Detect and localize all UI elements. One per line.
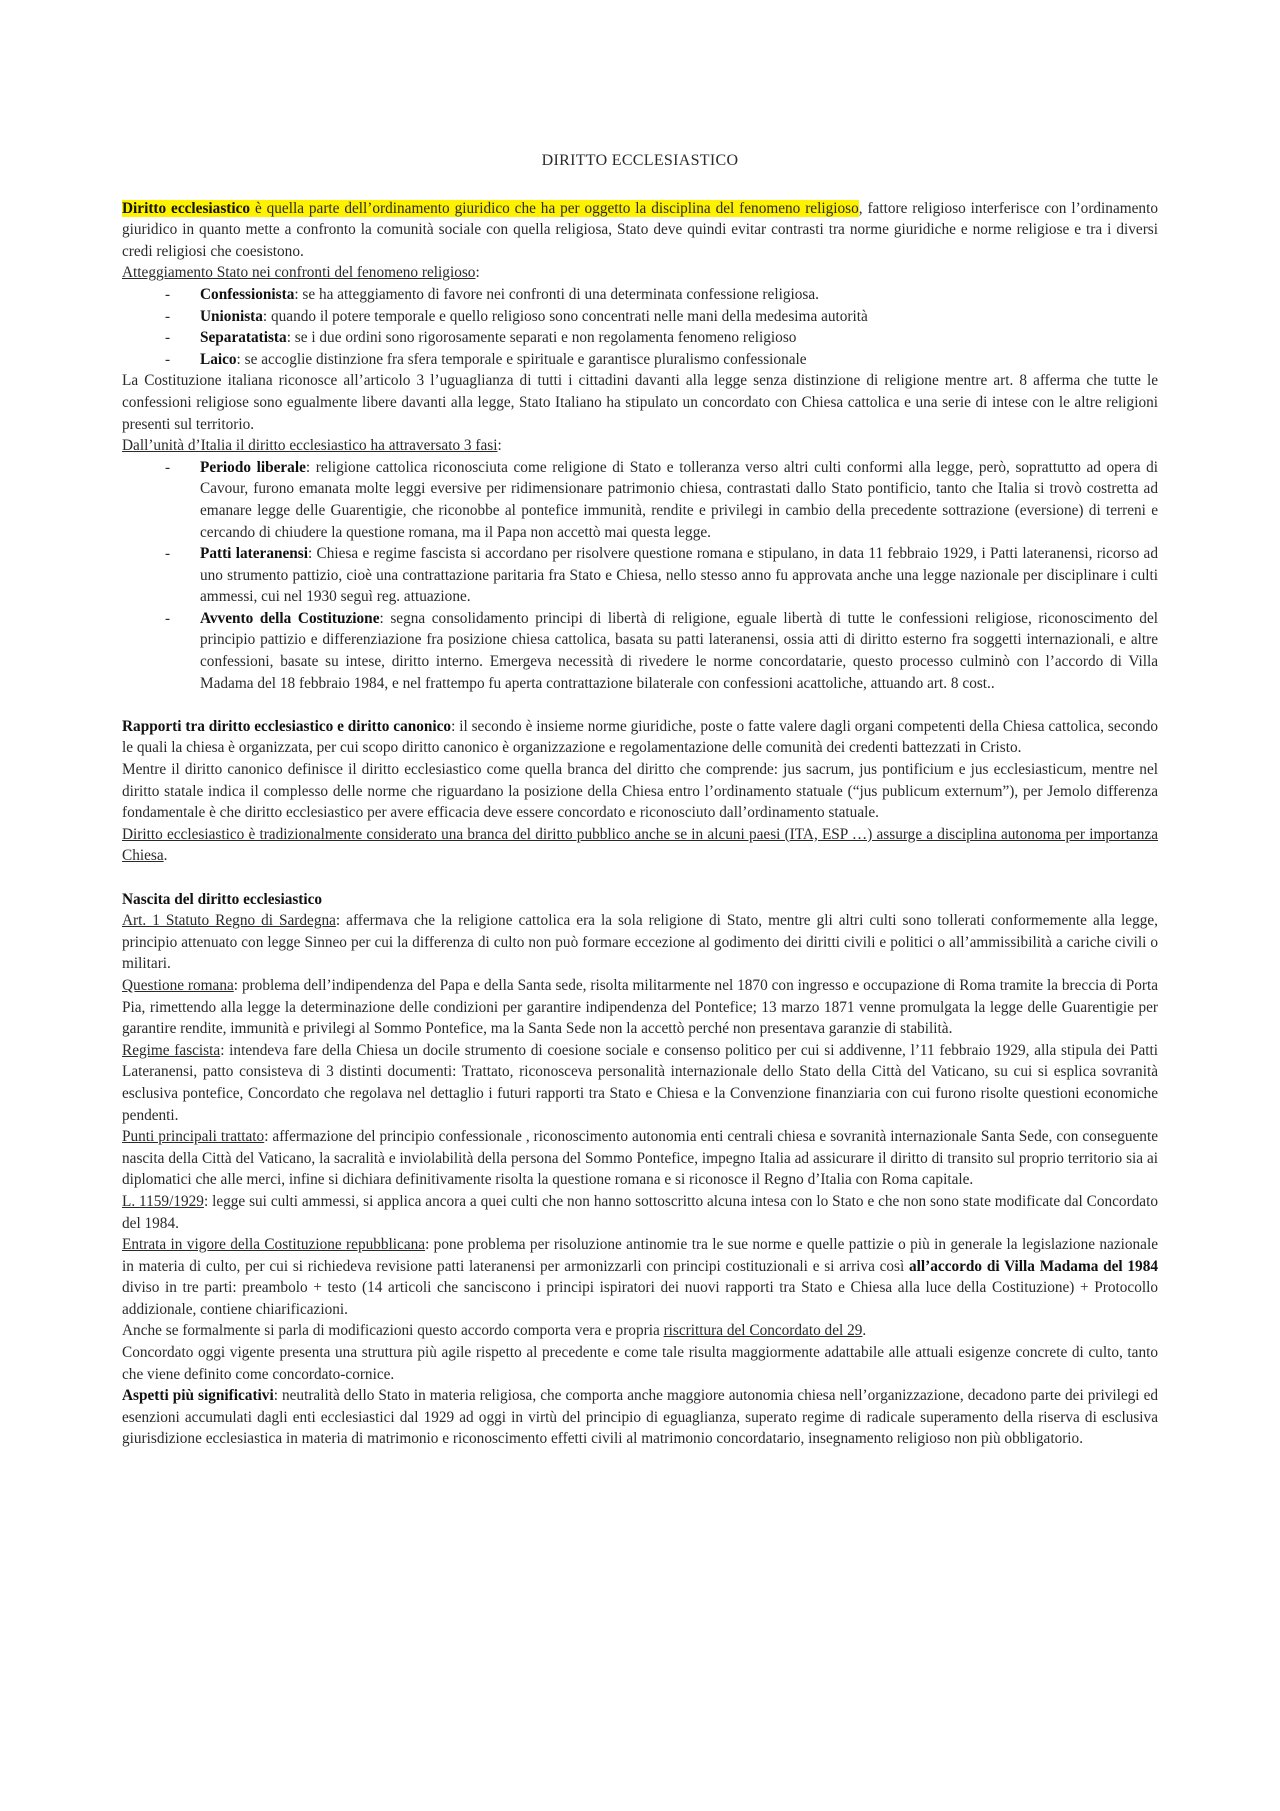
list-item: [122, 349, 1158, 371]
list-item: [122, 543, 1158, 608]
page-title: DIRITTO ECCLESIASTICO: [541, 152, 739, 169]
list-item-term: Confessionista: [200, 285, 295, 303]
constitution-entry-paragraph: [122, 1234, 1158, 1320]
intro-paragraph: [122, 198, 1158, 263]
statute-paragraph: [122, 910, 1158, 975]
phases-heading: Dall’unità d’Italia il diritto ecclesiastico ha attraversato 3 fasi: [122, 437, 498, 455]
list-item-text: : se accoglie distinzione fra sfera temporale e spirituale e garantisce pluralismo confessionale: [236, 350, 807, 368]
list-item: [122, 306, 1158, 328]
law-text: : legge sui culti ammessi, si applica ancora a quei culti che non hanno sottoscritto alcuna intesa con lo Stato e che non sono state modificate dal Concordato del 1984.: [122, 1192, 1158, 1232]
fascist-label: Regime fascista: [122, 1041, 221, 1059]
list-item: [122, 608, 1158, 694]
relations-paragraph-2: Mentre il diritto canonico definisce il diritto ecclesiastico come quella branca del diritto che comprende: jus sacrum, jus pontificium e jus ecclesiasticum, mentre nel diritto statale indica il complesso delle norme che riguardano la posizione della Chiesa entro l’ordinamento statuale (“jus publicum externum”), per Jemolo differenza fondamentale è che diritto ecclesiastico per avere efficacia deve essere concordato e riconosciuto dall’ordinamento statuale.: [122, 761, 1158, 822]
phases-heading-line: [122, 435, 1158, 457]
list-item-term: Periodo liberale: [200, 458, 306, 476]
relations-text: : il secondo è insieme norme giuridiche, poste o fatte valere dagli organi competenti della Chiesa cattolica, secondo le quali la chiesa è organizzata, per cui scopo diritto canonico è organizzazione e regolamentazione delle comunità dei credenti battezzati in Cristo.: [122, 717, 1158, 757]
rewrite-underlined: riscrittura del Concordato del 29: [663, 1322, 863, 1340]
constitution-paragraph: La Costituzione italiana riconosce all’articolo 3 l’uguaglianza di tutti i cittadini davanti alla legge senza distinzione di religione mentre art. 8 afferma che tutte le confessioni religiose sono egualmente libere davanti alla legge, Stato Italiano ha stipulato un concordato con Chiesa cattolica e una serie di intese con le altre religioni presenti sul territorio.: [122, 372, 1158, 433]
attitudes-colon: :: [475, 264, 480, 282]
law-paragraph: [122, 1191, 1158, 1234]
dash-bullet: -: [165, 609, 171, 627]
relations-underlined: Diritto ecclesiastico è tradizionalmente considerato una branca del diritto pubblico anche se in alcuni paesi (ITA, ESP …) assurge a disciplina autonoma per importanza Chiesa: [122, 825, 1158, 865]
spacer: [122, 867, 1158, 889]
constitution-text-b: diviso in tre parti: preambolo + testo (14 articoli che sanciscono i principi ispiratori dei nuovi rapporti tra Stato e Chiesa alla luce della Costituzione) + Protocollo addizionale, contiene chiarificazioni.: [122, 1279, 1158, 1318]
list-item-term: Separatatista: [200, 329, 287, 347]
aspects-paragraph: [122, 1385, 1158, 1450]
dash-bullet: -: [165, 545, 171, 563]
list-item-term: Laico: [200, 350, 237, 368]
list-item-term: Unionista: [200, 307, 263, 325]
treaty-text: : affermazione del principio confessionale , riconoscimento autonomia enti centrali chiesa e sovranità internazionale Santa Sede, con conseguente nascita della Città del Vaticano, la sacralità e inviolabilità della persona del Sommo Pontefice, impegno Italia ad assicurare il diritto di transito sul proprio territorio sia ai diplomatici che alle merci, infine si dichiara definitivamente risolta la questione romana e si riconosce il Regno d’Italia con Roma capitale.: [122, 1128, 1158, 1189]
list-item-text: : religione cattolica riconosciuta come religione di Stato e tolleranza verso altri culti conformi alla legge, però, soprattutto ad opera di Cavour, furono emanata molte leggi eversive per ridimensionare patrimonio chiesa, contrastati dallo Stato pontificio, tanto che Italia si trovò costretta ad emanare legge delle Guarentigie, che riconobbe al pontefice immunità, rendite e privilegi in cambio della precedente sottrazione (eversione) di terreni e cercando di chiudere la questione romana, ma il Papa non accettò mai questa legge.: [200, 458, 1159, 541]
rewrite-text: Anche se formalmente si parla di modificazioni questo accordo comporta vera e propria: [122, 1322, 664, 1340]
list-item: [122, 457, 1158, 543]
dash-bullet: -: [165, 350, 171, 368]
aspects-term: Aspetti più significativi: [122, 1387, 274, 1405]
highlighted-definition: [122, 200, 859, 217]
fascist-regime-paragraph: [122, 1040, 1158, 1126]
document-page: [122, 150, 1158, 1450]
statute-label: Art. 1 Statuto Regno di Sardegna: [122, 912, 336, 930]
roman-label: Questione romana: [122, 976, 234, 994]
constitution-label: Entrata in vigore della Costituzione repubblicana: [122, 1236, 426, 1254]
phases-colon: :: [497, 437, 502, 455]
list-item-term: Avvento della Costituzione: [200, 609, 380, 627]
law-label: L. 1159/1929: [122, 1192, 204, 1210]
list-item-text: : segna consolidamento principi di libertà di religione, eguale libertà di tutte le confessioni religiose, riconoscimento del principio pattizio e differenziazione fra posizione chiesa cattolica, basata su patti lateranensi, ossia atti di diritto esterno fra soggetti internazionali, e altre confessioni, basate su intese, diritto interno. Emergeva necessità di rivedere le norme concordatarie, questo processo culminò con l’accordo di Villa Madama del 18 febbraio 1984, e nel frattempo fu aperta contrattazione bilaterale con confessioni acattoliche, attuando art. 8 cost..: [200, 609, 1158, 692]
list-item-text: : se i due ordini sono rigorosamente separati e non regolamenta fenomeno religioso: [286, 329, 797, 347]
birth-heading: Nascita del diritto ecclesiastico: [122, 890, 323, 908]
dash-bullet: -: [165, 307, 171, 325]
attitudes-list: [122, 284, 1158, 370]
rewrite-paragraph: [122, 1320, 1158, 1342]
dash-bullet: -: [165, 329, 171, 347]
treaty-label: Punti principali trattato: [122, 1128, 265, 1146]
intro-definition: è quella parte dell’ordinamento giuridico che ha per oggetto la disciplina del fenomeno religioso: [250, 199, 859, 217]
current-concordat-paragraph: Concordato oggi vigente presenta una struttura più agile rispetto al precedente e come tale risulta maggiormente adattabile alle attuali esigenze concrete di culto, tanto che viene definito come concordato-cornice.: [122, 1344, 1158, 1383]
list-item-text: : Chiesa e regime fascista si accordano per risolvere questione romana e stipulano, in data 11 febbraio 1929, i Patti lateranensi, ricorso ad uno strumento pattizio, cioè una contrattazione paritaria fra Stato e Chiesa, nello stesso anno fu approvata anche una legge nazionale per disciplinare i culti ammessi, cui nel 1930 seguì reg. attuazione.: [200, 545, 1158, 606]
section-heading: [122, 889, 1158, 911]
statute-text: : affermava che la religione cattolica era la sola religione di Stato, mentre gli altri culti sono tollerati conformemente alla legge, principio attenuato con legge Sinneo per cui la differenza di culto non può formare eccezione al godimento dei diritti civili e politici o all’ammissibilità a cariche civili o militari.: [122, 912, 1158, 973]
constitution-text-a: : pone problema per risoluzione antinomie tra le sue norme e quelle pattizie o più in generale la legislazione nazionale in materia di culto, per cui si richiedeva revisione patti lateranensi per armonizzarli con principi costituzionali e si arriva così: [122, 1236, 1158, 1275]
list-item-term: Patti lateranensi: [200, 545, 308, 563]
roman-text: : problema dell’indipendenza del Papa e della Santa sede, risolta militarmente nel 1870 con ingresso e occupazione di Roma tramite la breccia di Porta Pia, rimettendo alla legge la determinazione delle condizioni per garantire indipendenza del Pontefice; 13 marzo 1871 venne promulgata la legge delle Guarentigie per garantire rendite, immunità e privilegi al Sommo Pontefice, ma la Santa Sede non la accettò perché non presentava garanzie di stabilità.: [122, 976, 1159, 1038]
relations-term: Rapporti tra diritto ecclesiastico e diritto canonico: [122, 717, 452, 735]
fascist-text: : intendeva fare della Chiesa un docile strumento di coesione sociale e consenso politico per cui si addivenne, l’11 febbraio 1929, alla stipula dei Patti Lateranensi, patto consisteva di 3 distinti documenti: Trattato, riconosceva personalità internazionale dello Stato della Città del Vaticano, su cui si esplica sovranità esclusiva pontefice, Concordato che regolava nel dettaglio i futuri rapporti tra Stato e Chiesa e la Convenzione finanziaria con cui furono risolte questioni economiche pendenti.: [122, 1041, 1159, 1124]
aspects-text: : neutralità dello Stato in materia religiosa, che comporta anche maggiore autonomia chiesa nell’organizzazione, decadono parte dei privilegi ed esenzioni accumulati dagli enti ecclesiastici dal 1929 ad oggi in virtù del principio di eguaglianza, superato regime di radicale superamento della riserva di esclusiva giurisdizione ecclesiastica in materia di matrimonio e riconoscimento effetti civili al matrimonio concordatario, insegnamento religioso non più obbligatorio.: [122, 1387, 1159, 1448]
attitudes-heading: Atteggiamento Stato nei confronti del fenomeno religioso: [122, 264, 476, 282]
phases-list: [122, 457, 1158, 695]
spacer: [122, 694, 1158, 716]
list-item-text: : quando il potere temporale e quello religioso sono concentrati nelle mani della medesima autorità: [262, 307, 868, 325]
list-item-text: : se ha atteggiamento di favore nei confronti di una determinata confessione religiosa.: [294, 285, 819, 303]
rewrite-end: .: [862, 1322, 867, 1340]
intro-term: Diritto ecclesiastico: [122, 199, 251, 217]
relations-paragraph: [122, 716, 1158, 759]
treaty-paragraph: [122, 1126, 1158, 1191]
relations-paragraph-3: [122, 824, 1158, 867]
list-item: [122, 284, 1158, 306]
constitution-bold: all’accordo di Villa Madama del 1984: [909, 1257, 1158, 1275]
roman-question-paragraph: [122, 975, 1158, 1040]
attitudes-heading-line: [122, 262, 1158, 284]
dash-bullet: -: [165, 458, 171, 476]
relations-end: .: [163, 847, 168, 865]
list-item: [122, 327, 1158, 349]
dash-bullet: -: [165, 285, 171, 303]
intro-rest: , fattore religioso interferisce con l’ordinamento giuridico in quanto mette a confronto la comunità sociale con quella religiosa, Stato deve quindi evitar contrasti tra norme giuridiche e norme religiose e tra i diversi credi religiosi che coesistono.: [122, 199, 1158, 260]
